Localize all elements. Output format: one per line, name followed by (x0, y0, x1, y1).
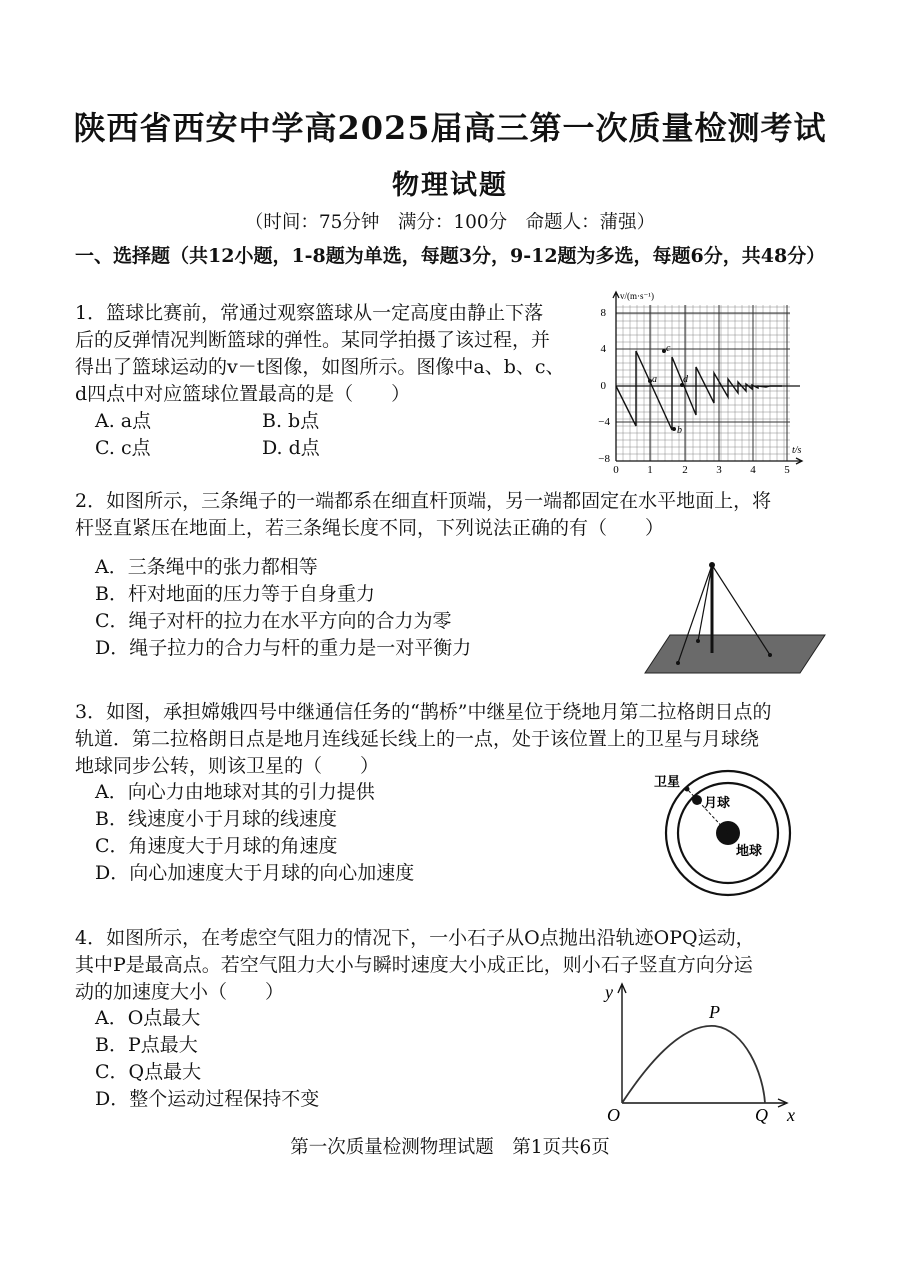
question-1-option-a[interactable]: A. a点 (95, 410, 152, 432)
question-2-line: 2．如图所示，三条绳子的一端都系在细直杆顶端，另一端都固定在水平地面上，将 (75, 490, 772, 512)
question-3-line: 轨道．第二拉格朗日点是地月连线延长线上的一点，处于该位置上的卫星与月球绕 (75, 728, 760, 750)
question-2-pole-figure (640, 555, 840, 680)
anchor-point (676, 661, 680, 665)
question-2-stem (75, 488, 835, 542)
point-b-marker (672, 427, 676, 431)
question-3-orbit-figure (640, 765, 820, 905)
question-4-option-a[interactable]: A．O点最大 (95, 1007, 201, 1029)
graph-x-tick: 3 (716, 464, 722, 475)
question-3-option-d[interactable]: D．向心加速度大于月球的向心加速度 (95, 862, 415, 884)
anchor-point (696, 639, 700, 643)
question-4-line: 4．如图所示，在考虑空气阻力的情况下，一小石子从O点抛出沿轨迹OPQ运动， (75, 927, 755, 949)
question-3-line: 3．如图，承担嫦娥四号中继通信任务的“鹊桥”中继星位于绕地月第二拉格朗日点的 (75, 701, 772, 723)
question-1-line: 得出了篮球运动的v－t图像，如图所示。图像中a、b、c、 (75, 356, 565, 378)
graph-y-tick: 8 (600, 307, 606, 319)
graph-y-tick: −8 (598, 453, 610, 465)
question-2-option-c[interactable]: C．绳子对杆的拉力在水平方向的合力为零 (95, 610, 452, 632)
question-1-stem (75, 300, 595, 408)
question-2-option-b[interactable]: B．杆对地面的压力等于自身重力 (95, 583, 375, 605)
graph-grid (616, 305, 790, 461)
question-3-option-c[interactable]: C．角速度大于月球的角速度 (95, 835, 338, 857)
point-c-label: c (666, 343, 671, 354)
graph-x-tick: 4 (750, 464, 756, 475)
point-q-label: Q (755, 1105, 768, 1125)
moon-label: 月球 (704, 795, 731, 810)
point-p-label: P (709, 1002, 720, 1022)
question-4-line: 其中P是最高点。若空气阻力大小与瞬时速度大小成正比，则小石子竖直方向分运 (75, 954, 753, 976)
trajectory-axes (618, 984, 787, 1107)
question-1-line: 1．篮球比赛前，常通过观察篮球从一定高度由静止下落 (75, 302, 544, 324)
y-axis-label: y (605, 982, 613, 1002)
question-1-vt-graph (592, 285, 822, 475)
anchor-point (768, 653, 772, 657)
question-2-option-a[interactable]: A．三条绳中的张力都相等 (95, 556, 318, 578)
question-1-line: d四点中对应篮球位置最高的是（ ） (75, 383, 411, 405)
point-o-label: O (607, 1105, 620, 1125)
question-3-line: 地球同步公转，则该卫星的（ ） (75, 755, 380, 777)
question-4-line: 动的加速度大小（ ） (75, 981, 285, 1003)
exam-meta: （时间：75分钟 满分：100分 命题人：蒲强） (244, 212, 656, 233)
trajectory-curve (622, 1026, 765, 1103)
graph-x-tick: 2 (682, 464, 688, 475)
question-3-option-a[interactable]: A．向心力由地球对其的引力提供 (95, 781, 375, 803)
question-4-trajectory-figure (595, 978, 815, 1128)
earth-label: 地球 (736, 843, 763, 858)
ground-plane (645, 635, 825, 673)
graph-major-grid (616, 305, 790, 461)
question-2-option-d[interactable]: D．绳子拉力的合力与杆的重力是一对平衡力 (95, 637, 472, 659)
point-a-label: a (652, 374, 657, 385)
question-1-option-d[interactable]: D. d点 (262, 437, 320, 459)
question-3-option-b[interactable]: B．线速度小于月球的线速度 (95, 808, 337, 830)
graph-y-tick: 0 (600, 380, 606, 392)
question-4-option-c[interactable]: C．Q点最大 (95, 1061, 202, 1083)
point-b-label: b (677, 425, 682, 436)
question-1-option-b[interactable]: B. b点 (262, 410, 320, 432)
point-d-label: d (683, 374, 688, 385)
question-2-line: 杆竖直紧压在地面上，若三条绳长度不同，下列说法正确的有（ ） (75, 517, 665, 539)
rope (698, 565, 712, 641)
graph-x-axis-label: t/s (792, 445, 802, 456)
satellite-label: 卫星 (654, 774, 681, 789)
graph-axes (613, 292, 802, 464)
moon (692, 795, 702, 805)
question-4-option-d[interactable]: D．整个运动过程保持不变 (95, 1088, 320, 1110)
subject-title: 物理试题 (392, 170, 508, 201)
graph-x-tick: 1 (647, 464, 653, 475)
graph-x-tick: 0 (613, 464, 619, 475)
section-heading: 一、选择题（共12小题，1-8题为单选，每题3分，9-12题为多选，每题6分，共48分） (75, 245, 826, 267)
graph-y-axis-label: v/(m·s⁻¹) (620, 291, 654, 301)
graph-x-tick: 5 (784, 464, 790, 475)
question-4-option-b[interactable]: B．P点最大 (95, 1034, 198, 1056)
question-1-option-c[interactable]: C. c点 (95, 437, 151, 459)
x-axis-label: x (787, 1105, 795, 1125)
satellite (685, 787, 690, 792)
graph-y-tick: 4 (600, 343, 606, 355)
exam-title: 陕西省西安中学高2025届高三第一次质量检测考试 (73, 109, 827, 147)
graph-y-tick: −4 (598, 416, 610, 428)
page-footer: 第一次质量检测物理试题 第1页共6页 (290, 1137, 610, 1158)
question-1-line: 后的反弹情况判断篮球的弹性。某同学拍摄了该过程，并 (75, 329, 551, 351)
